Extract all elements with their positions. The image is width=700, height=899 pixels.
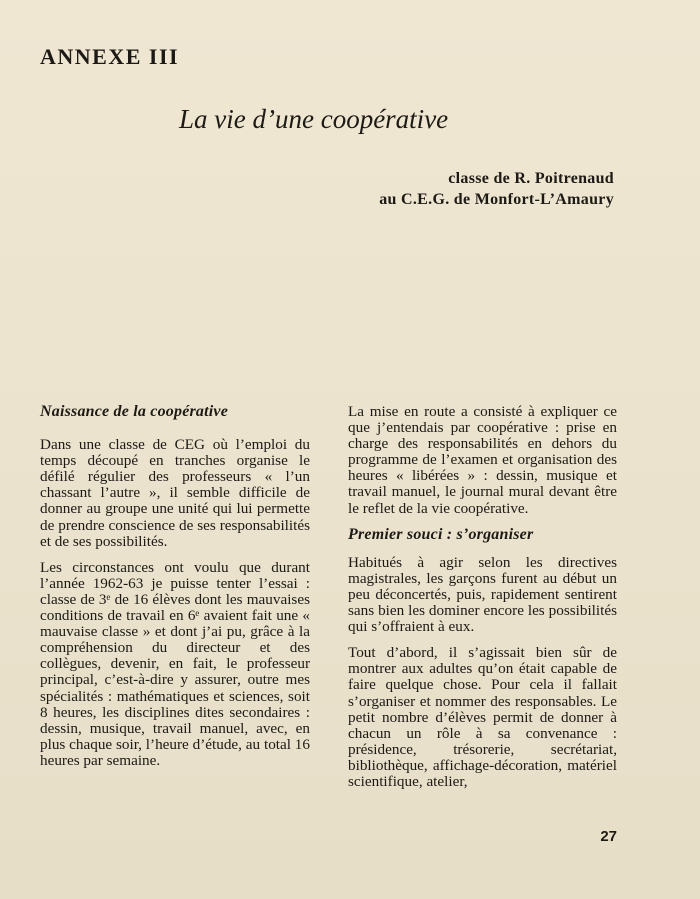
author-line-school: au C.E.G. de Monfort-L’Amaury [379,191,614,208]
author-line-class: classe de R. Poitrenaud [448,170,614,187]
paragraph: Tout d’abord, il s’agissait bien sûr de montrer aux adultes qu’on était capable de faire quelque chose. Pour cela il fallait s’organiser et nommer des responsables. Le petit nombre d’élèves permit de donner à chacun un rôle à sa convenance : présidence, trésorerie, secrétariat, bibliothèque, affichage-décoration, matériel scientifique, atelier, [348,644,617,790]
left-column [40,404,310,779]
section-heading-birth: Naissance de la coopérative [40,403,229,420]
paragraph: Les circonstances ont voulu que durant l’année 1962-63 je puisse tenter l’essai : classe de 3ᵉ de 16 élèves dont les mauvaises conditions de travail en 6ᵉ avaient fait une « mauvaise classe » et dont j’ai pu, grâce à la compréhension du directeur et des collègues, devenir, en fait, le professeur principal, c’est-à-dire y assurer, outre mes spécialités : mathématiques et sciences, soit 8 heures, les disciplines dites secondaires : dessin, musique, travail manuel, avec, en plus chaque soir, l’heure d’étude, au total 16 heures par semaine. [40,558,310,769]
chapter-title: La vie d’une coopérative [179,104,449,134]
paragraph: Habitués à agir selon les directives magistrales, les garçons furent au début un peu déconcertés, puis, rapidement sentirent sans bien les dominer encore les possibilités qui s’offraient à eux. [348,553,617,636]
paragraph: Dans une classe de CEG où l’emploi du temps découpé en tranches organise le défilé régulier des professeurs « l’un chassant l’autre », il semble difficile de donner au groupe une unité qui lui permette de prendre conscience de ses responsabilités et de ses possibilités. [40,436,310,550]
author-block [379,168,614,210]
paragraph: La mise en route a consisté à expliquer ce que j’entendais par coopérative : prise en charge des responsabilités en dehors du programme de l’examen et organisation des heures « libérées » : dessin, musique et travail manuel, le journal mural devant être le reflet de la vie coopérative. [348,403,617,517]
page-number: 27 [600,828,617,845]
right-column [348,404,617,800]
annex-label: ANNEXE III [40,44,180,69]
section-heading-organise: Premier souci : s’organiser [348,525,534,543]
